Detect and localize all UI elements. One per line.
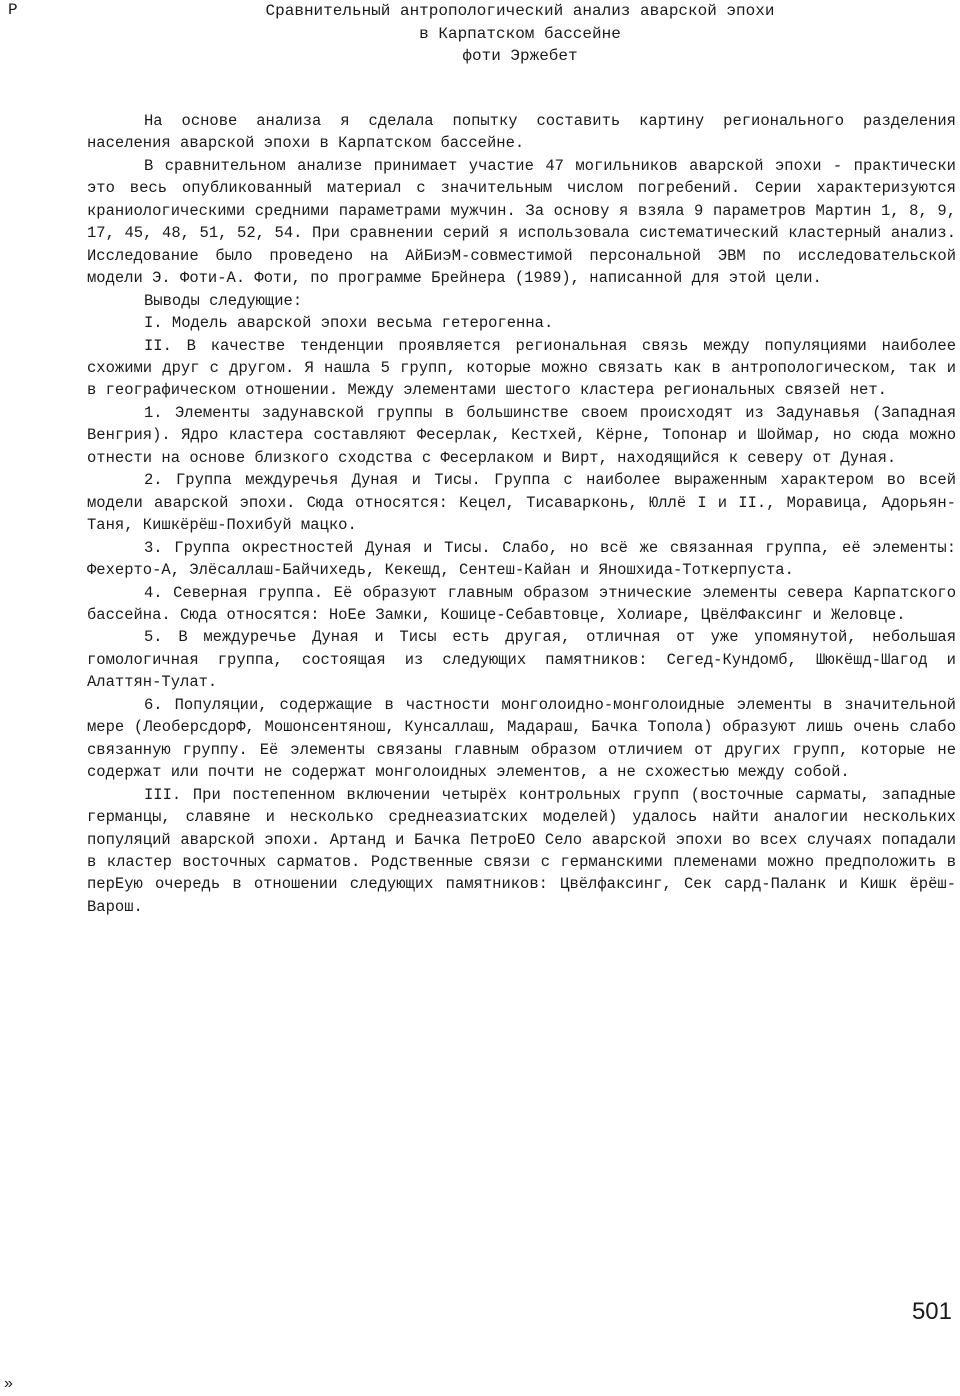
paragraph-group-6: 6. Популяции, содержащие в частности монголоидно-монголоидные элементы в значительной мере (ЛеоберсдорФ, Мошонсентянош, Кунсаллаш, Мадараш, Бачка Топола) образуют лишь очень слабо связанную группу. Её элементы связаны главным образом отличием от других групп, которые не содержат или почти не содержат монголоидных элементов, а не схожестью между собой. bbox=[87, 695, 956, 782]
title-line-1: Сравнительный антропологический анализ аварской эпохи bbox=[265, 2, 775, 20]
title-line-2: в Карпатском бассейне bbox=[419, 24, 621, 43]
page-number: 501 bbox=[911, 1298, 952, 1325]
paragraph-method: В сравнительном анализе принимает участие 47 могильников аварской эпохи - практически это весь опубликованный материал с значительным числом погребений. Серии характеризуются краниологическими средними параметрами мужчин. За основу я взяла 9 параметров Мартин 1, 8, 9, 17, 45, 48, 51, 52, 54. При сравнении серий я использовала систематический кластерный анализ. Исследование было проведено на АйБиэМ-совместимой персональной ЭВМ по исследовательской модели Э. Фоти-А. Фоти, по программе Брейнера (1989), написанной для этой цели. bbox=[87, 156, 956, 288]
paragraph-conclusion-1: I. Модель аварской эпохи весьма гетерогенна. bbox=[144, 314, 554, 333]
paragraph-group-2: 2. Группа междуречья Дуная и Тисы. Группа с наиболее выраженным характером во всей модели аварской эпохи. Сюда относятся: Кецел, Тисаварконь, Юллё I и II., Моравица, Адорьян-Таня, Кишкёрёш-Похибуй мацко. bbox=[87, 471, 956, 535]
paragraph-conclusions-heading: Выводы следующие: bbox=[144, 291, 303, 310]
author-name: фоти Эржебет bbox=[462, 47, 578, 65]
paragraph-intro: На основе анализа я сделала попытку составить картину регионального разделения населения аварской эпохи в Карпатском бассейне. bbox=[87, 112, 956, 153]
paragraph-group-5: 5. В междуречье Дуная и Тисы есть другая, отличная от уже упомянутой, небольшая гомологичная группа, состоящая из следующих памятников: Сегед-Кундомб, Шюкёшд-Шагод и Алаттян-Тулат. bbox=[87, 628, 956, 692]
corner-mark: P bbox=[8, 1, 18, 19]
paragraph-group-1: 1. Элементы задунавской группы в большинстве своем происходят из Задунавья (Западная Венгрия). Ядро кластера составляют Фесерлак, Кестхей, Кёрне, Топонар и Шоймар, но сюда можно отнести на основе близкого сходства с Фесерлаком и Вирт, находящийся к северу от Дуная. bbox=[87, 403, 956, 467]
paragraph-conclusion-2: II. В качестве тенденции проявляется региональная связь между популяциями наиболее схожими друг с другом. Я нашла 5 групп, которые можно связать как в антропологическом, так и в географическом отношении. Между элементами шестого кластера региональных связей нет. bbox=[87, 336, 956, 400]
footer-mark: » bbox=[4, 1375, 13, 1392]
article-body bbox=[87, 110, 956, 918]
paragraph-conclusion-3: III. При постепенном включении четырёх контрольных групп (восточные сарматы, западные германцы, славяне и несколько среднеазиатских моделей) удалось найти аналогии нескольких популяций аварской эпохи. Артанд и Бачка ПетроЕО Село аварской эпохи во всех случаях попадали в кластер восточных сарматов. Родственные связи с германскими племенами можно предположить в перЕую очередь в отношении следующих памятников: Цвёлфаксинг, Сек сард-Паланк и Кишк ёрёш- Варош. bbox=[87, 785, 956, 916]
paragraph-group-4: 4. Северная группа. Её образуют главным образом этнические элементы севера Карпатского бассейна. Сюда относятся: НоЕе Замки, Кошице-Себавтовце, Холиаре, ЦвёлФаксинг и Желовце. bbox=[87, 583, 956, 624]
title-block bbox=[120, 0, 920, 68]
paragraph-group-3: 3. Группа окрестностей Дуная и Тисы. Слабо, но всё же связанная группа, её элементы: Фехерто-А, Элёсаллаш-Байчихедь, Кекешд, Сентеш-Кайан и Яношхида-Тоткерпуста. bbox=[87, 538, 956, 580]
